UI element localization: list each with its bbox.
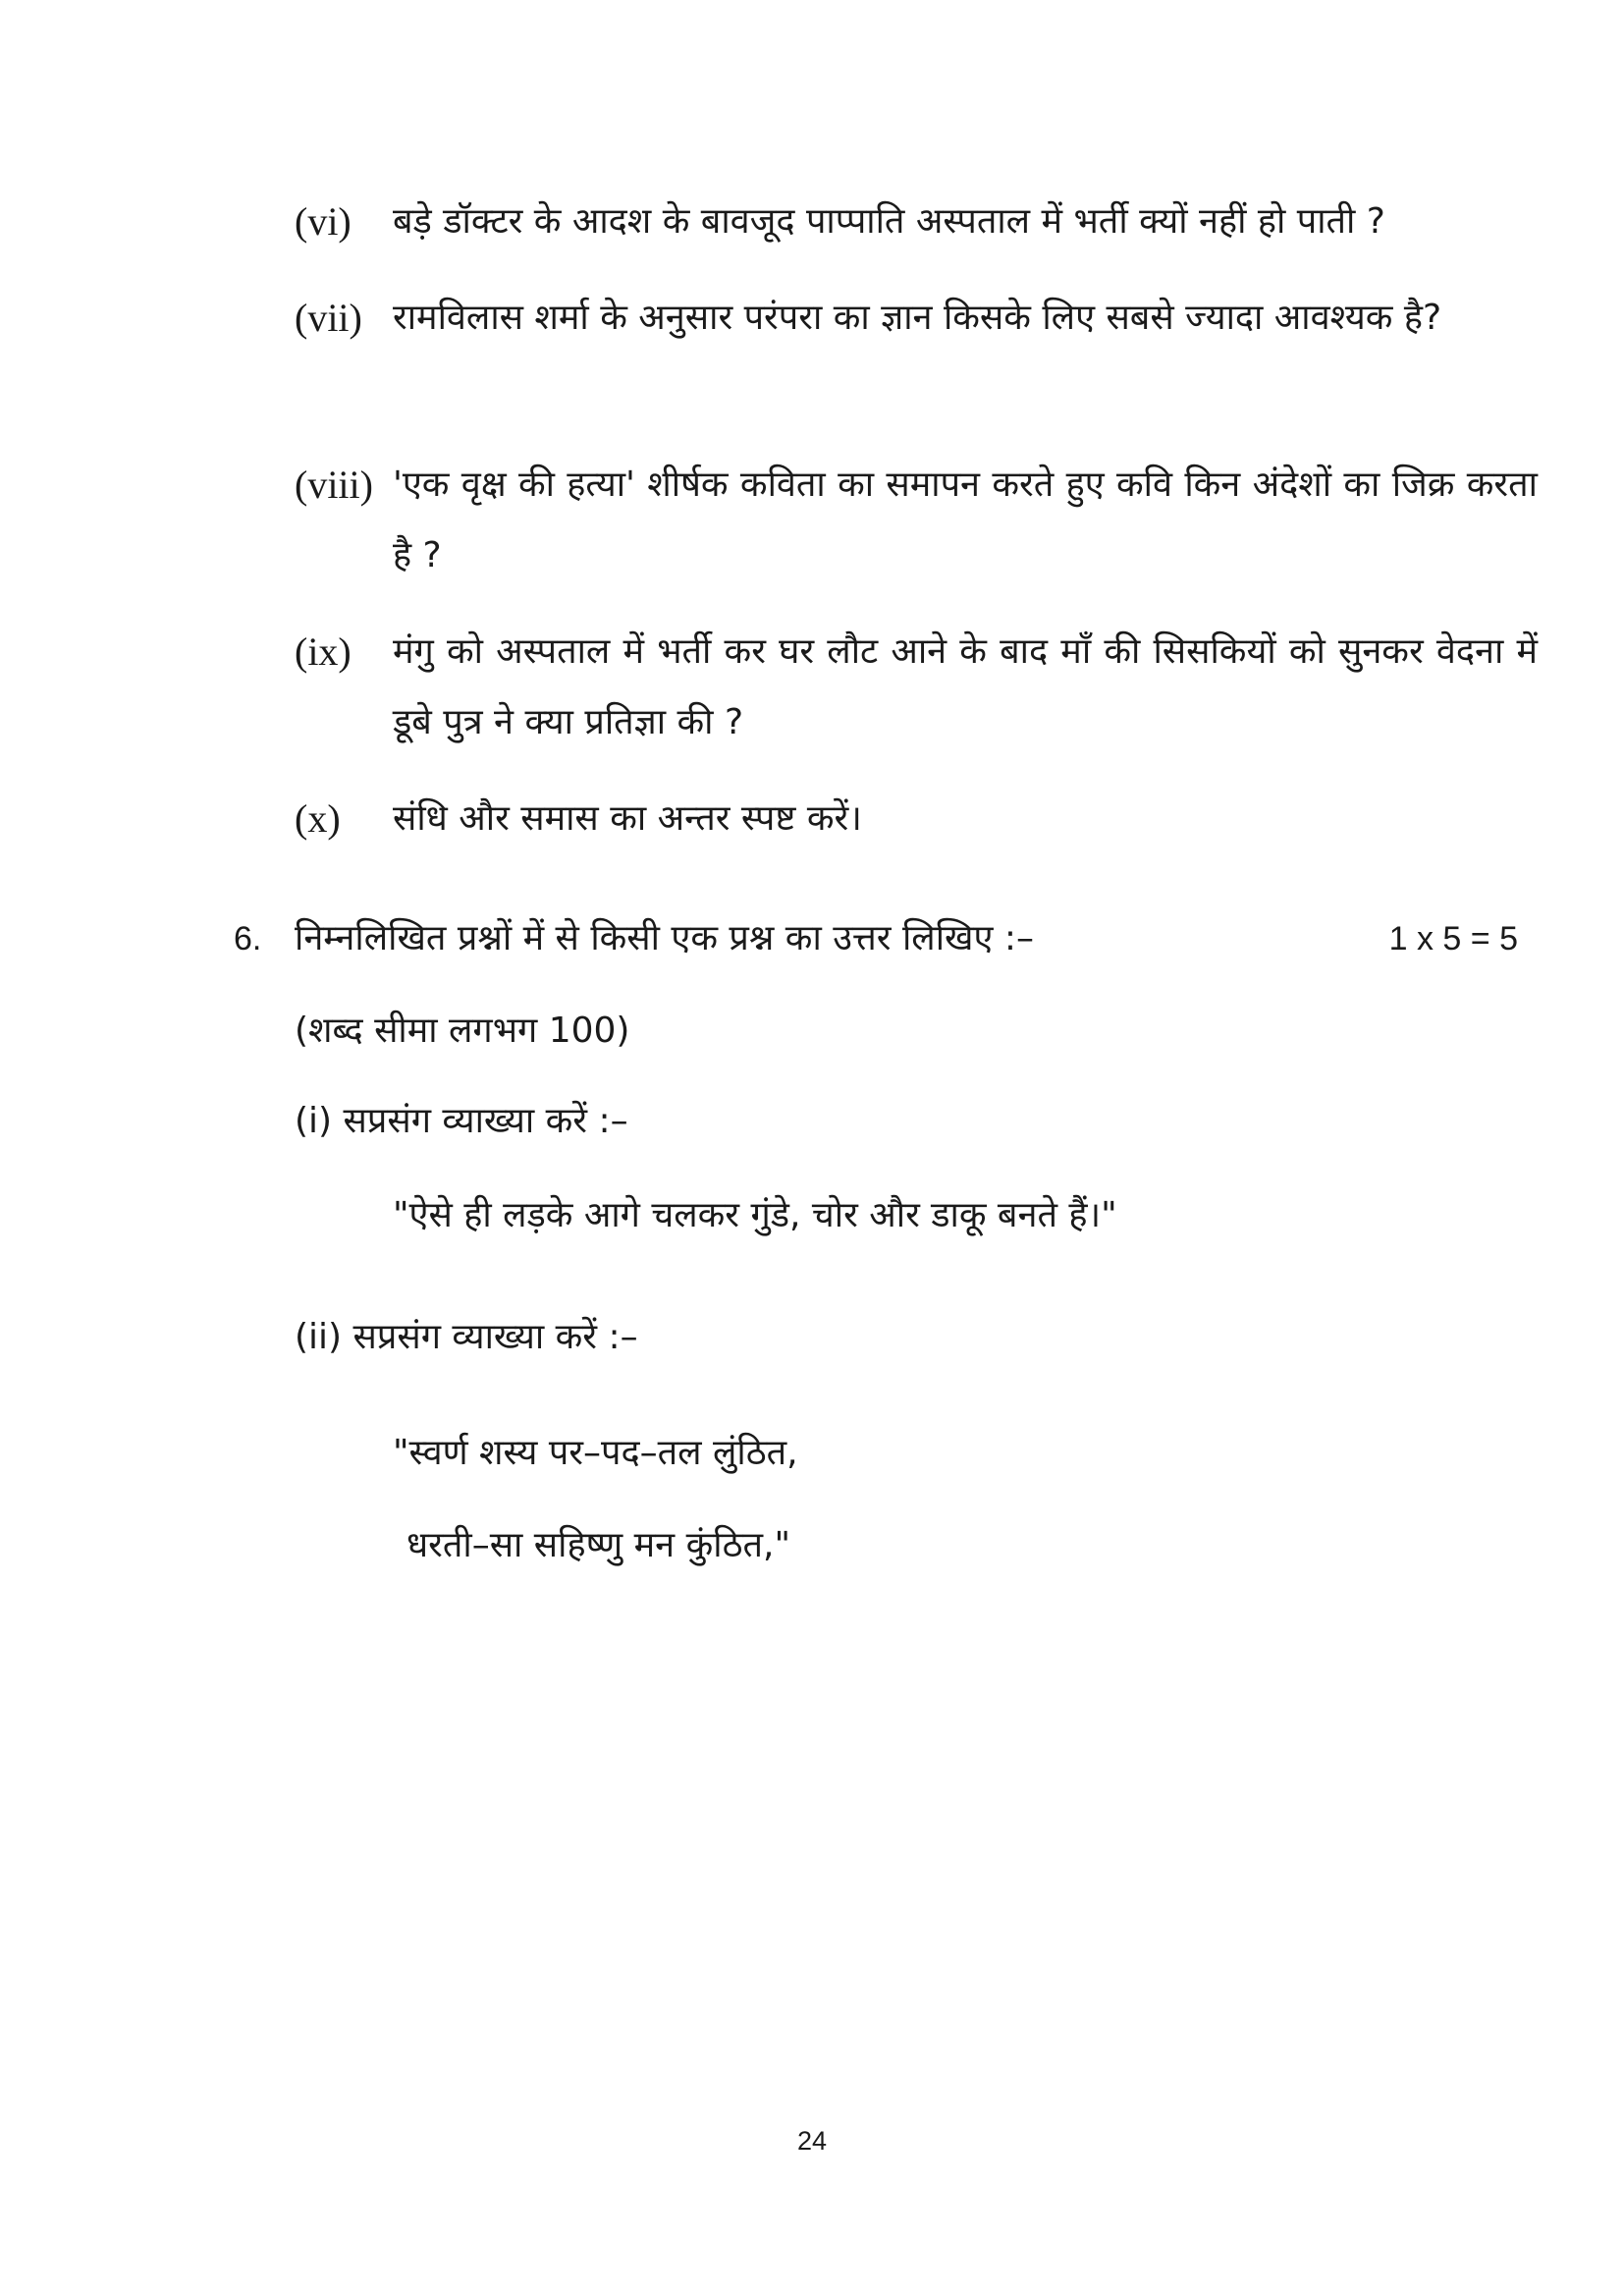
question-text: मंगु को अस्पताल में भर्ती कर घर लौट आने के बाद माँ की सिसकियों को सुनकर वेदना में डूबे पुत्र ने क्या प्रतिज्ञा की ?	[393, 631, 1538, 742]
part-i-label: (i) सप्रसंग व्याख्या करें :–	[295, 1101, 628, 1141]
question-6-number: 6.	[234, 920, 262, 957]
question-6-text: निम्नलिखित प्रश्नों में से किसी एक प्रश्न का उत्तर लिखिए :–	[295, 918, 1034, 958]
part-ii-quote-line-1: "स्वर्ण शस्य पर–पद–तल लुंठित,	[393, 1433, 798, 1473]
word-limit: (शब्द सीमा लगभग 100)	[295, 1011, 630, 1051]
question-text: 'एक वृक्ष की हत्या' शीर्षक कविता का समापन करते हुए कवि किन अंदेशों का जिक्र करता है ?	[393, 465, 1538, 575]
part-ii-quote-line-2: धरती–सा सहिष्णु मन कुंठित,"	[406, 1525, 791, 1565]
page-number: 24	[796, 2126, 828, 2156]
question-text: बड़े डॉक्टर के आदश के बावजूद पाप्पाति अस्पताल में भर्ती क्यों नहीं हो पाती ?	[393, 201, 1385, 242]
question-number: (viii)	[295, 463, 373, 507]
question-number: (x)	[295, 796, 341, 841]
question-text: रामविलास शर्मा के अनुसार परंपरा का ज्ञान किसके लिए सबसे ज्यादा आवश्यक है?	[393, 298, 1442, 338]
question-number: (vi)	[295, 199, 352, 244]
question-number: (vii)	[295, 296, 362, 340]
part-i-quote: "ऐसे ही लड़के आगे चलकर गुंडे, चोर और डाकू बनते हैं।"	[393, 1195, 1117, 1235]
part-ii-label: (ii) सप्रसंग व्याख्या करें :–	[295, 1317, 638, 1357]
question-number: (ix)	[295, 629, 352, 674]
question-6-marks: 1 x 5 = 5	[1388, 920, 1518, 957]
question-text: संधि और समास का अन्तर स्पष्ट करें।	[393, 798, 862, 839]
